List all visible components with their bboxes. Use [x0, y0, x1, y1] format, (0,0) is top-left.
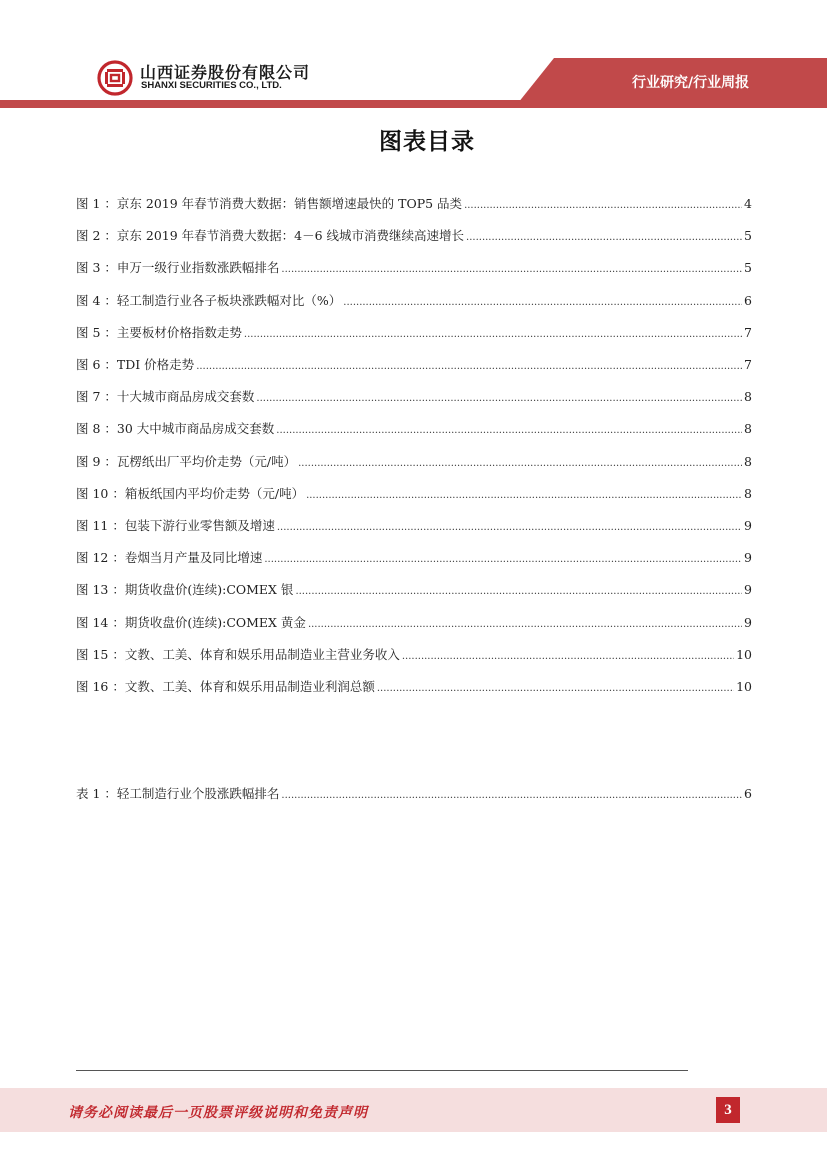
figure-page-number: 7 — [744, 357, 752, 372]
page-number: 3 — [716, 1097, 740, 1123]
figure-label: 图 4 ： — [76, 292, 117, 308]
dot-leader — [256, 393, 742, 404]
figure-label: 图 3 ： — [76, 260, 117, 276]
figure-page-number: 9 — [744, 550, 752, 566]
figure-entry[interactable] — [76, 580, 752, 598]
figure-title: 30 大中城市商品房成交套数 — [116, 421, 275, 437]
company-name-cn: 山西证券股份有限公司 — [140, 63, 311, 82]
figure-page-number: 9 — [744, 518, 752, 533]
table-entry[interactable] — [76, 784, 752, 802]
figure-page-number: 8 — [744, 485, 752, 501]
figure-entry[interactable] — [76, 258, 752, 276]
dot-leader — [402, 651, 734, 662]
dot-leader — [277, 522, 742, 533]
figure-entry[interactable] — [76, 548, 752, 566]
figure-page-number: 10 — [736, 679, 752, 694]
figure-title: 轻工制造行业各子板块涨跌幅对比（%） — [116, 292, 342, 308]
dot-leader — [466, 232, 742, 243]
table-title: 轻工制造行业个股涨跌幅排名 — [116, 786, 280, 801]
figure-entry[interactable] — [76, 355, 752, 373]
figure-entry[interactable] — [76, 291, 752, 309]
figure-label: 图 13 ： — [76, 582, 125, 598]
figure-entry[interactable] — [76, 645, 752, 663]
figure-label: 图 12 ： — [76, 550, 125, 566]
dot-leader — [196, 361, 742, 372]
figure-title: 京东 2019 年春节消费大数据：销售额增速最快的 TOP5 品类 — [116, 196, 463, 211]
figure-label: 图 10 ： — [76, 485, 125, 501]
dot-leader — [281, 264, 742, 275]
figure-page-number: 7 — [744, 324, 752, 340]
figure-label: 图 6 ： — [76, 357, 117, 372]
dot-leader — [343, 297, 742, 308]
table-page-number: 6 — [744, 786, 752, 801]
company-name-en: SHANXI SECURITIES CO., LTD. — [141, 80, 282, 91]
figure-entry[interactable] — [76, 419, 752, 437]
figure-entry[interactable] — [76, 387, 752, 405]
figure-label: 图 1 ： — [76, 196, 117, 211]
figure-label: 图 16 ： — [76, 679, 125, 694]
dot-leader — [377, 683, 734, 694]
figure-page-number: 9 — [744, 614, 752, 630]
figure-entry[interactable] — [76, 613, 752, 631]
figure-title: 申万一级行业指数涨跌幅排名 — [116, 260, 280, 276]
figure-title: 包装下游行业零售额及增速 — [124, 518, 275, 533]
dot-leader — [464, 200, 742, 211]
figure-label: 图 2 ： — [76, 228, 117, 244]
figure-page-number: 6 — [744, 292, 752, 308]
dot-leader — [264, 554, 742, 565]
figure-entry[interactable] — [76, 194, 752, 212]
dot-leader — [244, 329, 742, 340]
page-title: 图表目录 — [379, 129, 475, 155]
dot-leader — [295, 586, 742, 597]
figure-page-number: 5 — [744, 260, 752, 276]
figure-page-number: 5 — [744, 228, 752, 244]
company-logo-icon — [97, 60, 133, 96]
figure-page-number: 8 — [744, 389, 752, 405]
figure-label: 图 5 ： — [76, 324, 117, 340]
dot-leader — [298, 458, 742, 469]
disclaimer-notice: 请务必阅读最后一页股票评级说明和免责声明 — [68, 1105, 368, 1121]
figure-label: 图 9 ： — [76, 453, 117, 469]
figure-page-number: 8 — [744, 421, 752, 437]
figure-entry[interactable] — [76, 516, 752, 534]
figure-title: 主要板材价格指数走势 — [116, 324, 242, 340]
figure-label: 图 8 ： — [76, 421, 117, 437]
figure-label: 图 11 ： — [76, 518, 125, 533]
figure-label: 图 14 ： — [76, 614, 125, 630]
table-label: 表 1 ： — [76, 786, 117, 801]
footer-divider — [76, 1070, 688, 1071]
dot-leader — [306, 490, 742, 501]
figure-page-number: 9 — [744, 582, 752, 598]
figure-page-number: 4 — [744, 196, 752, 211]
dot-leader — [308, 619, 742, 630]
figure-title: 箱板纸国内平均价走势（元/吨） — [124, 485, 305, 501]
figure-entry[interactable] — [76, 452, 752, 470]
figure-label: 图 7 ： — [76, 389, 117, 405]
figure-title: 京东 2019 年春节消费大数据：4－6 线城市消费继续高速增长 — [116, 228, 465, 244]
figure-page-number: 10 — [736, 646, 752, 662]
figure-title: 期货收盘价(连续):COMEX 银 — [124, 582, 294, 598]
figure-label: 图 15 ： — [76, 646, 125, 662]
figure-title: 文教、工美、体育和娱乐用品制造业利润总额 — [124, 679, 375, 694]
figure-page-number: 8 — [744, 453, 752, 469]
figure-entry[interactable] — [76, 484, 752, 502]
page-header — [0, 0, 827, 115]
figure-title: 期货收盘价(连续):COMEX 黄金 — [124, 614, 306, 630]
figure-title: 卷烟当月产量及同比增速 — [124, 550, 263, 566]
figure-title: 十大城市商品房成交套数 — [116, 389, 255, 405]
dot-leader — [276, 425, 742, 436]
report-category: 行业研究/行业周报 — [632, 75, 750, 91]
figure-title: 瓦楞纸出厂平均价走势（元/吨） — [116, 453, 297, 469]
figure-title: TDI 价格走势 — [116, 357, 195, 372]
figure-entry[interactable] — [76, 677, 752, 695]
figure-entry[interactable] — [76, 323, 752, 341]
figure-title: 文教、工美、体育和娱乐用品制造业主营业务收入 — [124, 646, 400, 662]
dot-leader — [281, 790, 742, 801]
figure-entry[interactable] — [76, 226, 752, 244]
